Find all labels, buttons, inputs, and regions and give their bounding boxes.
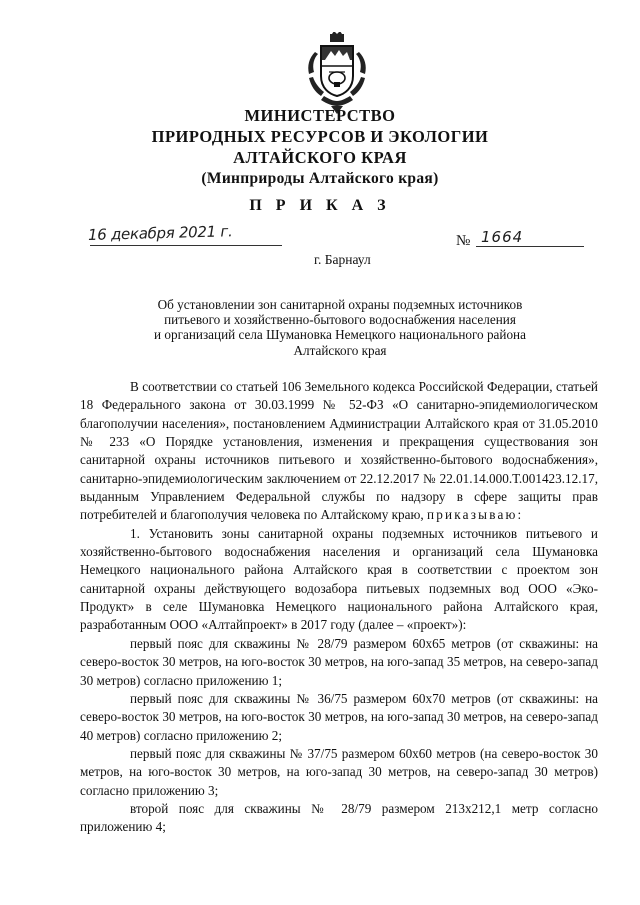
order-body bbox=[80, 378, 598, 837]
city-label: г. Барнаул bbox=[314, 252, 371, 267]
body-paragraph: первый пояс для скважины № 37/75 размером 60х60 метров (на северо-восток 30 метров, на юго-восток 30 метров, на юго-запад 30 метров, на северо-запад 30 метров) согласно приложению 3; bbox=[80, 745, 598, 798]
ministry-short-name: (Минприроды Алтайского края) bbox=[201, 170, 439, 187]
body-paragraph: первый пояс для скважины № 36/75 размером 60х70 метров (от скважины: на северо-восток 30 метров, на юго-восток 30 метров, на юго-запад 30 метров, на северо-запад 40 метров) согласно приложению 2; bbox=[80, 690, 598, 743]
ministry-name bbox=[0, 105, 640, 189]
document-type-title: П Р И К А З bbox=[249, 197, 391, 214]
subject-line: питьевого и хозяйственно-бытового водоснабжения населения bbox=[164, 312, 516, 328]
ministry-name-line-3: АЛТАЙСКОГО КРАЯ bbox=[233, 148, 407, 167]
body-paragraph: первый пояс для скважины № 28/79 размером 60х65 метров (от скважины: на северо-восток 30 метров, на юго-восток 30 метров, на юго-запад 35 метров, на северо-запад 30 метров) согласно приложению 1; bbox=[80, 635, 598, 688]
ministry-name-line-2: ПРИРОДНЫХ РЕСУРСОВ И ЭКОЛОГИИ bbox=[151, 127, 489, 146]
body-paragraph: второй пояс для скважины № 28/79 размером 213х212,1 метр согласно приложению 4; bbox=[80, 800, 598, 835]
order-word: приказываю: bbox=[426, 507, 524, 523]
body-paragraph: 1. Установить зоны санитарной охраны подземных источников питьевого и хозяйственно-бытового водоснабжения населения и организаций села Шумановка Немецкого национального района Алтайского края в соответствии с проектом зон санитарной охраны действующего водозабора питьевых подземных вод ООО «Эко-Продукт» в селе Шумановка Немецкого национального района Алтайского края, разработанным ООО «Алтайпроект» в 2017 году (далее – «проект»): bbox=[80, 525, 598, 633]
handwritten-number: 1664 bbox=[481, 228, 524, 246]
subject-line: и организаций села Шумановка Немецкого национального района bbox=[154, 327, 526, 343]
coat-of-arms-emblem bbox=[301, 32, 373, 116]
handwritten-date: 16 декабря 2021 г. bbox=[87, 222, 233, 244]
number-label: № bbox=[456, 233, 471, 249]
date-underline bbox=[90, 245, 282, 246]
preamble-text: В соответствии со статьей 106 Земельного кодекса Российской Федерации, статьей 18 Федерального закона от 30.03.1999 № 52-ФЗ «О санитарно-эпидемиологическом благополучии населения», постановлением Администрации Алтайского края от 31.05.2010 № 233 «О Порядке установления, изменения и прекращения существования зон санитарной охраны источников питьевого и хозяйственно-бытового водоснабжения», санитарно-эпидемиологическим заключением от 22.12.2017 № 22.01.14.000.Т.001423.12.17, выданным Управлением Федеральной службы по надзору в сфере защиты прав потребителей и благополучия человека по Алтайскому краю, bbox=[80, 379, 598, 523]
number-underline bbox=[476, 246, 584, 247]
subject-line: Алтайского края bbox=[293, 342, 387, 358]
preamble-paragraph bbox=[80, 378, 598, 525]
subject-line: Об установлении зон санитарной охраны подземных источников bbox=[157, 297, 523, 312]
ministry-name-line-1: МИНИСТЕРСТВО bbox=[244, 106, 396, 125]
order-subject bbox=[140, 297, 540, 358]
